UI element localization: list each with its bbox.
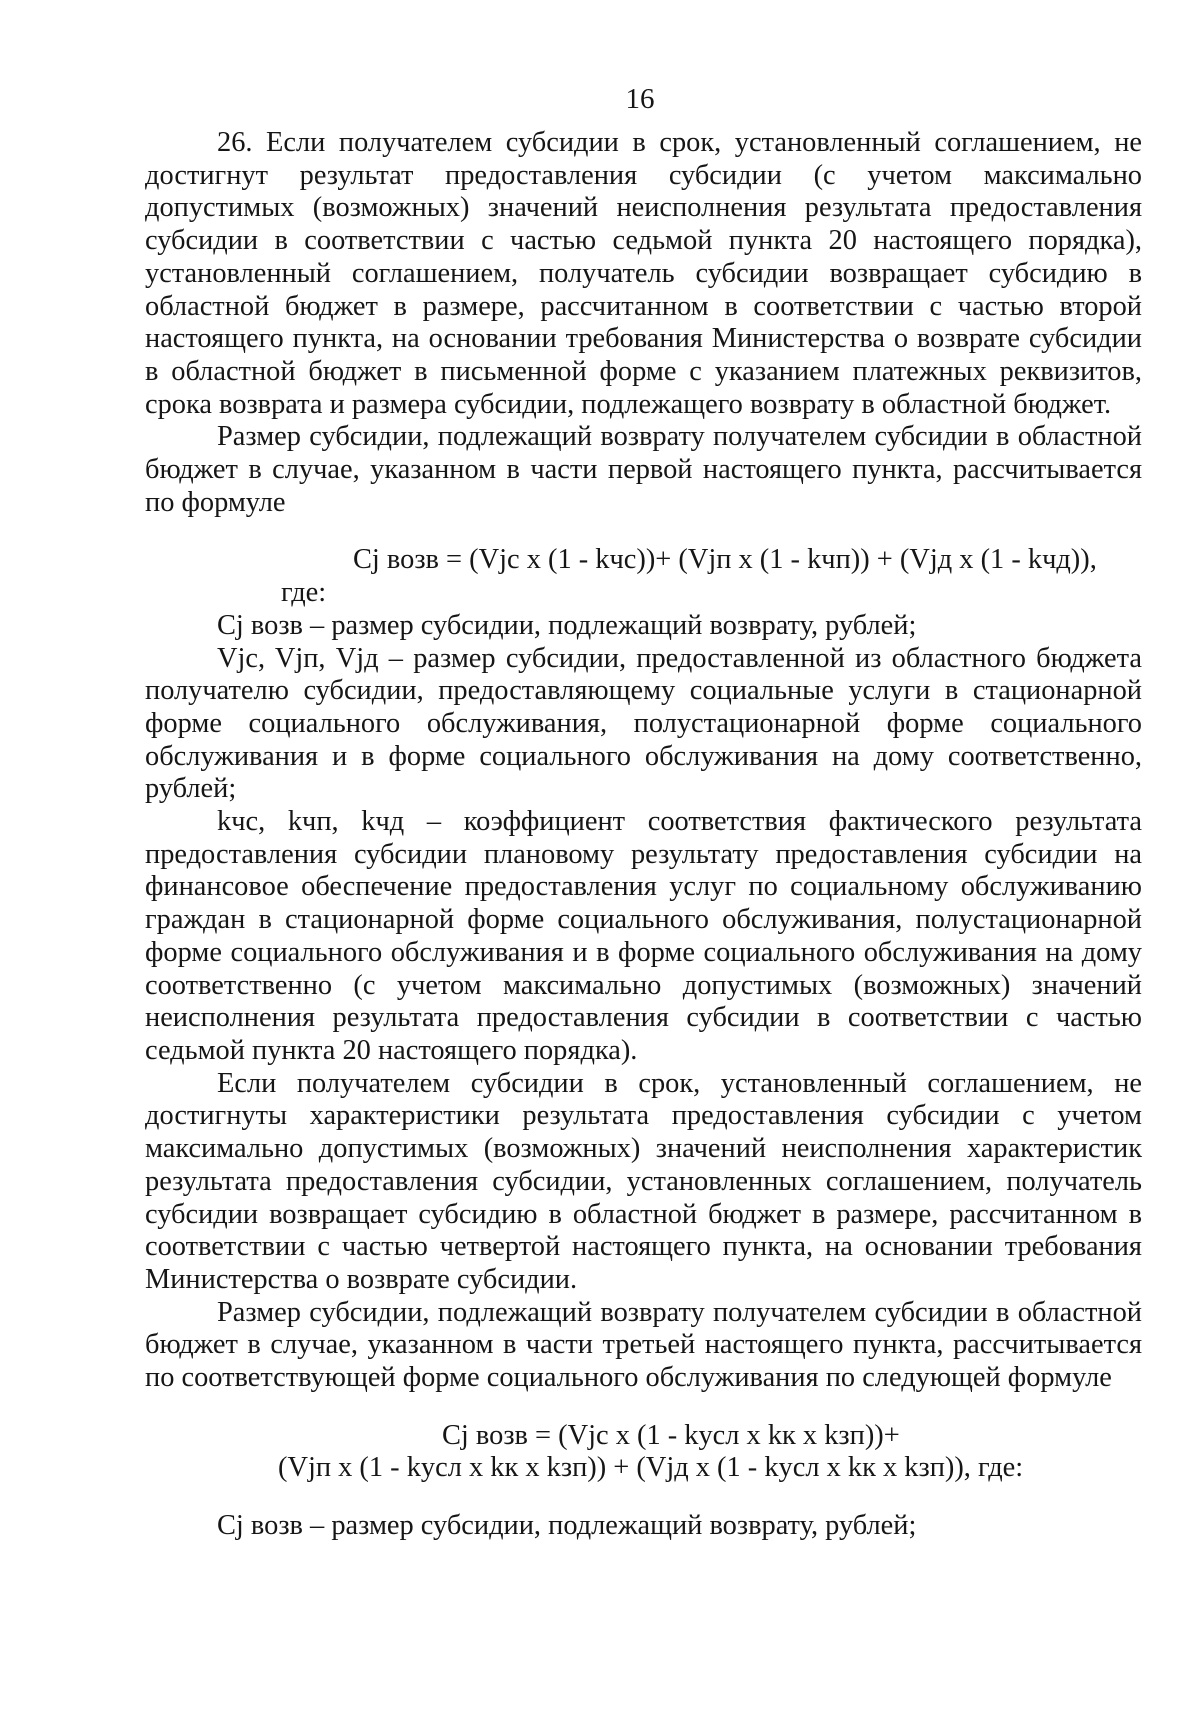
paragraph-26-part-3: Если получателем субсидии в срок, установленный соглашением, не достигнуты характеристики результата предоставления субсидии с учетом максимально допустимых (возможных) значений неисполнения характеристик результата предоставления субсидии, установленных соглашением, получатель субсидии возвращает субсидию в областной бюджет в размере, рассчитанном в соответствии с частью четвертой настоящего пункта, на основании требования Министерства о возврате субсидии. xyxy=(145,1067,1142,1295)
formula-2-line-2: (Vjп x (1 - kусл x kк x kзп)) + (Vjд x (1 - kусл x kк x kзп)), где: xyxy=(278,1452,1024,1484)
definition-cj-vozv-2: Cj возв – размер субсидии, подлежащий возврату, рублей; xyxy=(217,1510,917,1542)
formula-definitions-2 xyxy=(145,1510,1142,1543)
formula-refund-characteristics xyxy=(145,1420,1142,1485)
paragraph-26-part-1: 26. Если получателем субсидии в срок, установленный соглашением, не достигнут результат предоставления субсидии (с учетом максимально допустимых (возможных) значений неисполнения результата предоставления субсидии в соответствии с частью седьмой пункта 20 настоящего порядка), установленный соглашением, получатель субсидии возвращает субсидию в областной бюджет в размере, рассчитанном в соответствии с частью второй настоящего пункта, на основании требования Министерства о возврате субсидии в областной бюджет в письменной форме с указанием платежных реквизитов, срока возврата и размера субсидии, подлежащего возврату в областной бюджет. xyxy=(145,127,1142,420)
document-body xyxy=(145,127,1142,1543)
formula-definitions-1 xyxy=(145,610,1142,1068)
formula-2-line-1: Cj возв = (Vjc x (1 - kусл x kк x kзп))+ xyxy=(442,1419,900,1451)
definition-cj-vozv: Cj возв – размер субсидии, подлежащий возврату, рублей; xyxy=(217,609,917,641)
page-number: 16 xyxy=(625,83,655,115)
definition-vj: Vjc, Vjп, Vjд – размер субсидии, предоставленной из областного бюджета получателю субсидии, предоставляющему социальные услуги в стационарной форме социального обслуживания, полустационарной форме социального обслуживания и в форме социального обслуживания на дому соответственно, рублей; xyxy=(145,642,1142,805)
definition-k-coefficients: kчс, kчп, kчд – коэффициент соответствия фактического результата предоставления субсидии плановому результату предоставления субсидии на финансовое обеспечение предоставления услуг по социальному обслуживанию граждан в стационарной форме социального обслуживания, полустационарной форме социального обслуживания и в форме социального обслуживания на дому соответственно (с учетом максимально допустимых (возможных) значений неисполнения результата предоставления субсидии в соответствии с частью седьмой пункта 20 настоящего порядка). xyxy=(145,806,1142,1066)
paragraph-26-part-2: Размер субсидии, подлежащий возврату получателем субсидии в областной бюджет в случае, указанном в части первой настоящего пункта, рассчитывается по формуле xyxy=(145,421,1142,518)
paragraph-26-part-4: Размер субсидии, подлежащий возврату получателем субсидии в областной бюджет в случае, указанном в части третьей настоящего пункта, рассчитывается по соответствующей форме социального обслуживания по следующей формуле xyxy=(145,1296,1142,1394)
formula-refund-result: Cj возв = (Vjc x (1 - kчс))+ (Vjп x (1 - kчп)) + (Vjд x (1 - kчд)), где: xyxy=(281,544,1097,609)
